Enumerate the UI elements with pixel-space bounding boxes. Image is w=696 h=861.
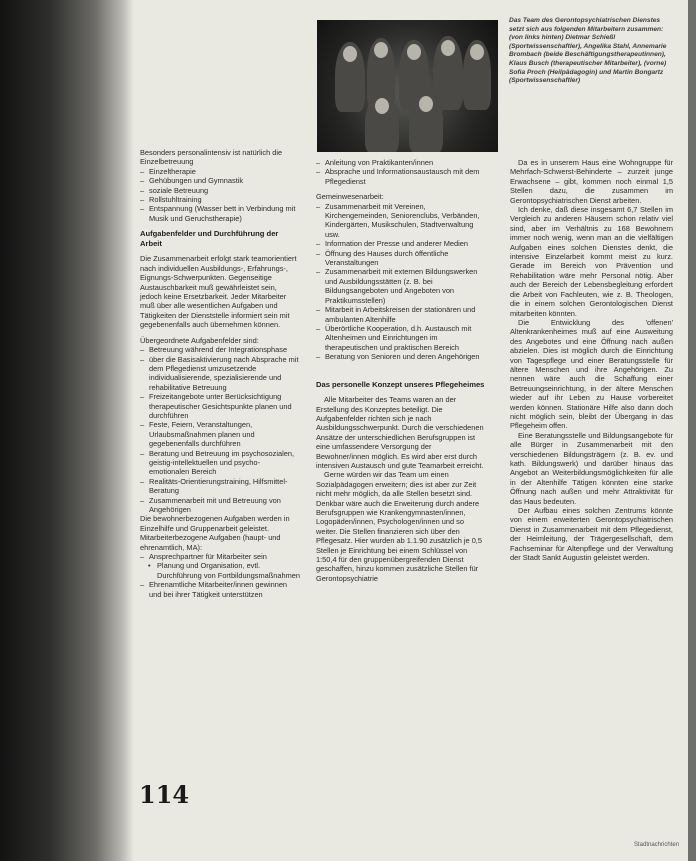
list-item: – soziale Betreuung — [140, 186, 300, 195]
paragraph: Ich denke, daß diese insgesamt 6,7 Stellen im Vergleich zu anderen Häusern schon relativ viel sind, aber im Verhältnis zu 168 Bewohnern immer noch wenig, wenn man an die vielfältigen Aufgaben eines solchen Dienstes denkt, die intensive Einzelarbeit kommt meist zu kurz. Gerade im Bereich von Prävention und Rehabilitation wäre mehr Personal nötig. Aber auch der Bereich der Lebensbegleitung erfordert die Arbeit von Fachleuten, wie z. B. Theologen, die in einem solchen Gerontologischen Dienst mitarbeiten könnten. — [510, 205, 673, 318]
list-item: – Entspannung (Wasser bett in Verbindung mit Musik und Geruchstherapie) — [140, 204, 300, 223]
list-item: – Realitäts-Orientierungstraining, Hilfsmittel-Beratung — [140, 477, 300, 496]
intro-text: Besonders personalintensiv ist natürlich die Einzelbetreuung — [140, 148, 283, 167]
binding-shadow — [0, 0, 134, 861]
list-intro: Gemeinwesenarbeit: — [316, 192, 384, 202]
list-item: – Information der Presse und anderer Medien — [316, 239, 486, 248]
tasks-list — [140, 345, 300, 514]
list-item: – Feste, Feiern, Veranstaltungen, Urlaubsmaßnahmen planen und gegebenenfalls durchführen — [140, 420, 300, 448]
community-list — [316, 202, 486, 362]
team-photo — [317, 20, 498, 152]
list-item: – Ehrenamtliche Mitarbeiter/innen gewinnen und bei ihrer Tätigkeit unterstützen — [140, 580, 300, 599]
list-item: – Mitarbeit in Arbeitskreisen der stationären und ambulanten Altenhilfe — [316, 305, 486, 324]
paragraph: Die Entwicklung des 'offenen' Altenkrankenheimes muß auf eine Ausweitung des Angebotes und eine Öffnung nach außen abzielen. Dies ist möglich durch die Einrichtung von Tagespflege und einer Beratungsstelle für ältere Menschen und ihre Angehörigen. Zu nennen wäre auch die Schaffung einer Betreuungseinrichtung, in der ältere Menschen wieder auf ihr Leben zu Hause vorbereitet werden können. Stationäre Hilfe also dann doch nicht möglich sein, bleibt der Übergang in das Pflegeheim offen. — [510, 317, 673, 431]
list-item: – Absprache und Informationsaustausch mit dem Pflegedienst — [316, 167, 486, 186]
paragraph: Eine Beratungsstelle und Bildungsangebote für alle Bürger in Zusammenarbeit mit den verschiedenen Bildungsträgern (z. B. ev. und kath. Bildungswerk) und darüber hinaus das Angebot an Weiterbildungsmöglichkeiten für alle in der Altenhilfe Tätigen könnten eine starke Öffnung nach außen und mehr Attraktivität für das Haus bedeuten. — [510, 430, 673, 506]
list-item: – Beratung von Senioren und deren Angehörigen — [316, 352, 486, 361]
list-intro: Mitarbeiterbezogene Aufgaben (haupt- und ehrenamtlich, MA): — [140, 533, 281, 552]
page-number: 114 — [139, 780, 190, 809]
list-item: – Ansprechpartner für Mitarbeiter sein — [140, 552, 300, 561]
list-item: – Zusammenarbeit mit Vereinen, Kirchengemeinden, Seniorenclubs, Verbänden, Kindergärten, Musikschulen, Stadtverwaltung usw. — [316, 202, 486, 240]
list-item: – Anleitung von Praktikanten/innen — [316, 158, 486, 167]
section-heading: Das personelle Konzept unseres Pflegeheimes — [316, 379, 485, 389]
list-item: – Freizeitangebote unter Berücksichtigung therapeutischer Gesichtspunkte planen und durchführen — [140, 392, 300, 420]
care-list — [140, 167, 300, 223]
list-item: – Beratung und Betreuung im psychosozialen, geistig-intellektuellen und psycho-emotionalen Bereich — [140, 449, 300, 477]
list-item: – über die Basisaktivierung nach Absprache mit dem Pflegedienst umzusetzende individualisierende, spezialisierende und rehabilitative Betreuung — [140, 355, 300, 393]
column-3 — [510, 158, 673, 562]
staff-list — [140, 552, 300, 599]
paragraph: Der Aufbau eines solchen Zentrums könnte von einem erweiterten Gerontopsychiatrischen Dienst in Zusammenarbeit mit dem Pflegedienst, der Heimleitung, der Trägergesellschaft, dem Fachseminar für Altenpflege und der Verwaltung der Stadt Sankt Augustin geleistet werden. — [510, 506, 673, 563]
list-item: – Öffnung des Hauses durch öffentliche Veranstaltungen — [316, 249, 486, 268]
paragraph: Da es in unserem Haus eine Wohngruppe für Mehrfach-Schwerst-Behinderte – zurzeit junge Erwachsene – gibt, kommen noch einmal 1,5 Stellen dazu, die zusammen im Gerontopsychiatrischen Dienst arbeiten. — [510, 158, 673, 205]
column-2 — [316, 158, 486, 583]
paragraph: Die Zusammenarbeit erfolgt stark teamorientiert nach individuellen Ausbildungs-, Erfahrungs-, Eignungs-Schwerpunkten. Gegenseitige Austauschbarkeit muß gewährleistet sein, jedoch keine Ersetzbarkeit. Jeder Mitarbeiter muß über alle wesentlichen Aufgaben und Tätigkeiten der Dienststelle informiert sein mit gegebenenfalls auch übernehmen können. — [140, 254, 297, 330]
list-item: – Betreuung während der Integrationsphase — [140, 345, 300, 354]
list-item: • Planung und Organisation, evtl. Durchführung von Fortbildungsmaßnahmen — [140, 561, 300, 580]
list-intro: Übergeordnete Aufgabenfelder sind: — [140, 335, 259, 345]
list-item: – Überörtliche Kooperation, d.h. Austausch mit Altenheimen und Einrichtungen im therapeutischen und praktischen Bereich — [316, 324, 486, 352]
list-item: – Zusammenarbeit mit und Betreuung von Angehörigen — [140, 496, 300, 515]
list-item: – Zusammenarbeit mit externen Bildungswerken und Ausbildungsstätten (z. B. bei Bildungsangeboten und Angeboten von Praktikumsstellen) — [316, 267, 486, 305]
paragraph: Alle Mitarbeiter des Teams waren an der Erstellung des Konzeptes beteiligt. Die Aufgabenfelder richten sich je nach Ausbildungsschwerpunkt. Durch die verschiedenen Ansätze der unterschiedlichen Berufsgruppen ist eine umfassendere Versorgung der Bewohner/innen möglich. Es wird aber erst durch intensiven Austausch und gute Teamarbeit erreicht. — [316, 395, 484, 470]
section-heading: Aufgabenfelder und Durchführung der Arbeit — [140, 229, 279, 248]
photo-caption: Das Team des Gerontopsychiatrischen Dienstes setzt sich aus folgenden Mitarbeitern zusammen: (von links hinten) Dietmar Schießl (Sportwissenschaftler), Angelika Stahl, Annemarie Brombach (beide Beschäftigungstherapeutinnen), Klaus Busch (therapeutischer Mitarbeiter), (vorne) Sofia Proch (Heilpädagogin) und Martin Bongartz (Sportwissenschaftler) — [509, 17, 667, 85]
paragraph: Die bewohnerbezogenen Aufgaben werden in Einzelhilfe und Gruppenarbeit geleistet. — [140, 514, 290, 533]
list-item: – Rollstuhltraining — [140, 195, 300, 204]
staff-list-continued — [316, 158, 486, 186]
column-1 — [140, 148, 300, 599]
list-item: – Gehübungen und Gymnastik — [140, 176, 300, 185]
footer-mark: Stadtnachrichten — [634, 842, 680, 848]
list-item: – Einzeltherapie — [140, 167, 300, 176]
paragraph: Gerne würden wir das Team um einen Sozialpädagogen erweitern; dies ist aber zur Zeit nicht mehr möglich, da alle Stellen besetzt sind. Denkbar wäre auch die Erweiterung durch andere Berufsgruppen wie Krankengymnasten/innen, Logopäden/innen, Psychologen/innen und so weiter. Die Stellen finanzieren sich über den Pflegesatz. Hier wurden ab 1.1.90 zusätzlich je 0,5 Stellen je Einrichtung bei einem Schlüssel von 1:50,4 für den gruppenübergreifenden Dienst geschaffen, hinzu kommen zusätzliche Stellen für Gerontopsychiatrie — [316, 470, 482, 583]
